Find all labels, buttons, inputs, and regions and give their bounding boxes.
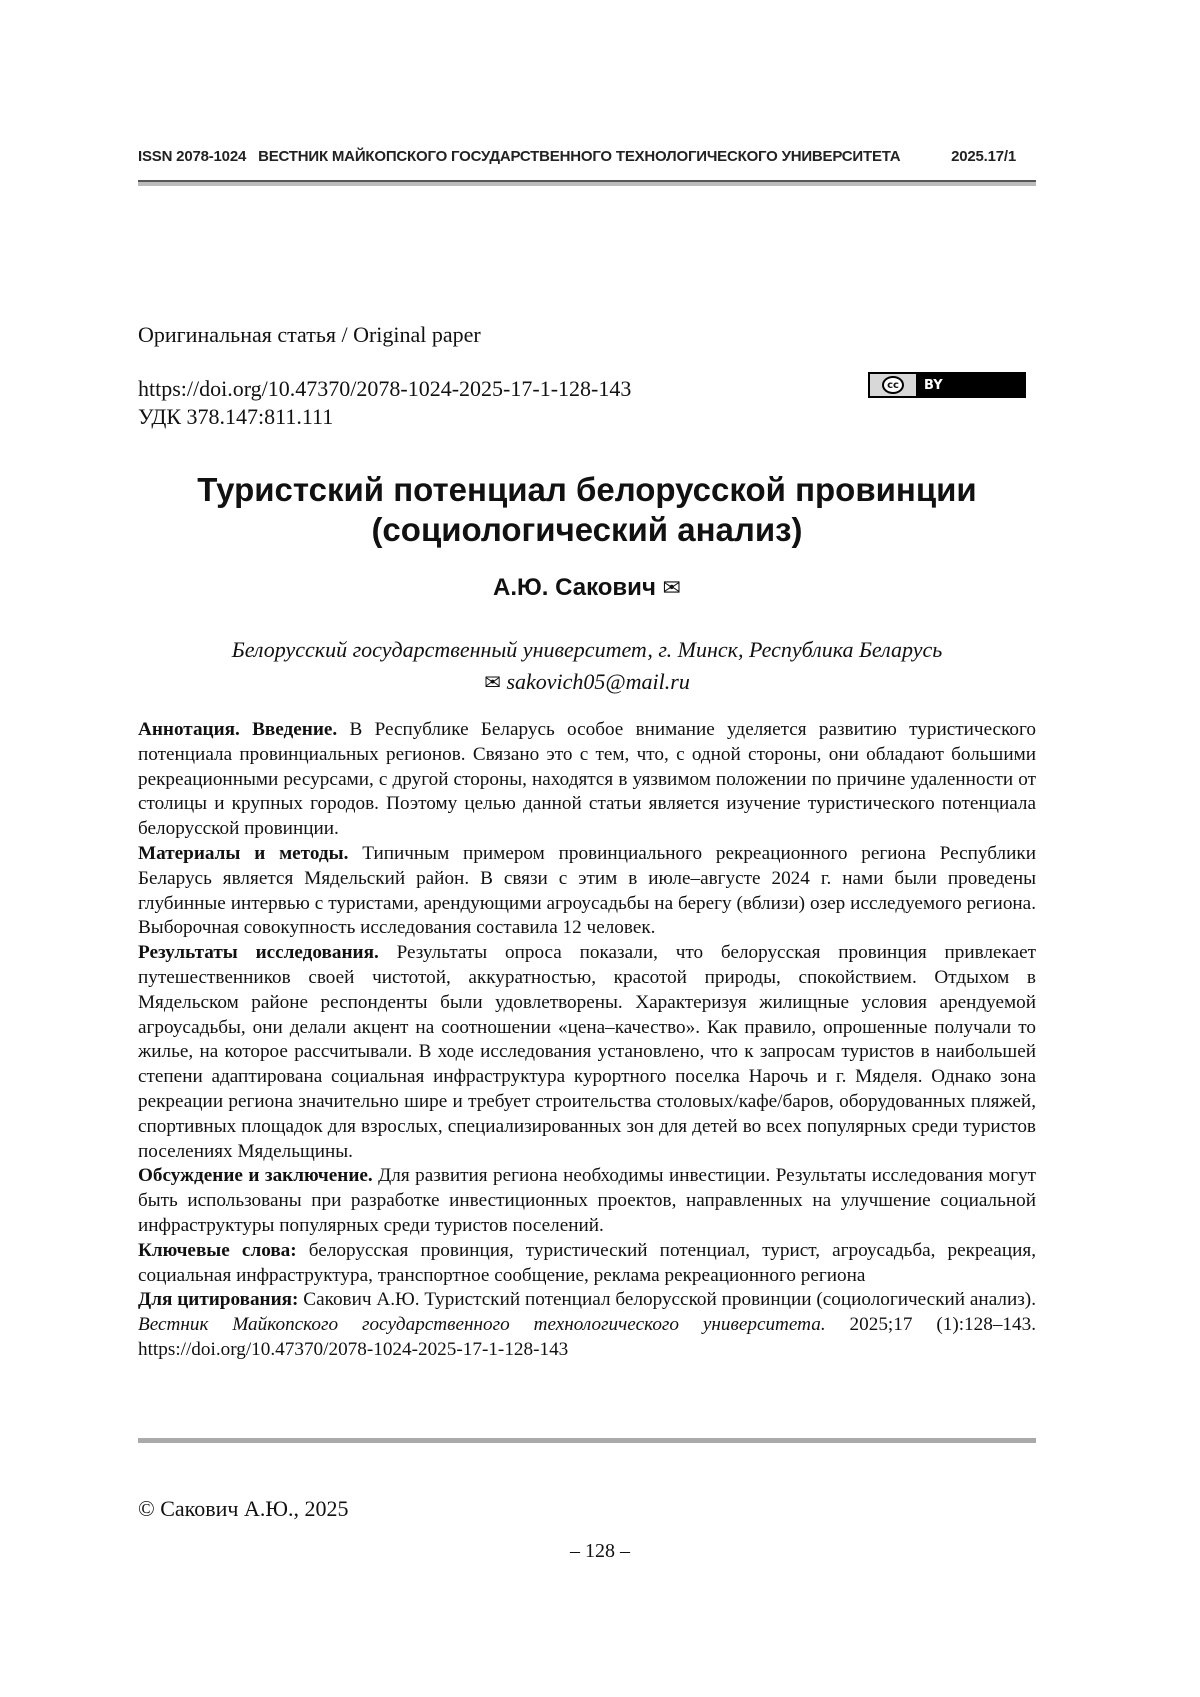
abstract-intro-text: В Республике Беларусь особое внимание уделяется развитию туристического потенциала провинциальных регионов. Связано это с тем, что, с одной стороны, они обладают большими рекреационными ресурсами, с другой стороны, находятся в уязвимом положении по причине удаленности от столицы и крупных городов. Поэтому целью данной статьи является изучение туристического потенциала белорусской провинции. [138, 719, 1037, 840]
abstract-intro [138, 718, 1036, 842]
citation-journal: Вестник Майкопского государственного технологического университета. [138, 1314, 826, 1336]
abstract-methods [138, 842, 1036, 941]
abstract-discussion [138, 1164, 1036, 1238]
header-rule [138, 180, 1036, 186]
affiliation [138, 634, 1036, 698]
author-email[interactable]: sakovich05@mail.ru [506, 669, 690, 694]
article-type: Оригинальная статья / Original paper [138, 322, 481, 347]
abstract-results-label: Результаты исследования. [138, 942, 379, 964]
citation-text: Сакович А.Ю. Туристский потенциал белорусской провинции (социологический анализ). [298, 1289, 1036, 1311]
page-number: – 128 – [570, 1540, 630, 1562]
title-line-1: Туристский потенциал белорусской провинции [197, 471, 977, 508]
doi-link[interactable]: https://doi.org/10.47370/2078-1024-2025-17-1-128-143 [138, 376, 632, 401]
abstract-results-text: Результаты опроса показали, что белорусская провинция привлекает путешественников своей чистотой, аккуратностью, красотой природы, спокойствием. Отдыхом в Мядельском районе респонденты были удовлетворены. Характеризуя жилищные условия арендуемой агроусадьбы, они делали акцент на соотношении «цена–качество». Как правило, опрошенные получали то жилье, на которое рассчитывали. В ходе исследования установлено, что к запросам туристов в наибольшей степени адаптирована социальная инфраструктура курортного поселка Нарочь и г. Мяделя. Однако зона рекреации региона значительно шире и требует строительства столовых/кафе/баров, оборудованных пляжей, спортивных площадок для взрослых, специализированных зон для детей во всех популярных среди туристов поселениях Мядельщины. [138, 942, 1036, 1162]
keywords-text: белорусская провинция, туристический потенциал, турист, агроусадьба, рекреация, социальная инфраструктура, транспортное сообщение, реклама рекреационного региона [138, 1239, 1036, 1286]
envelope-icon: ✉ [484, 670, 501, 694]
article-title [138, 470, 1036, 550]
abstract-discussion-text: Для развития региона необходимы инвестиции. Результаты исследования могут быть использованы при разработке инвестиционных проектов, направленных на улучшение социальной инфраструктуры популярных среди туристов поселений. [138, 1165, 1036, 1236]
abstract-discussion-label: Обсуждение и заключение. [138, 1165, 373, 1187]
author-line [138, 574, 1036, 602]
copyright-notice: © Сакович А.Ю., 2025 [138, 1496, 349, 1521]
header-volume: 2025.17/1 [951, 148, 1016, 165]
license-label: BY [916, 374, 1024, 396]
abstract-results [138, 941, 1036, 1164]
envelope-icon: ✉ [662, 576, 681, 601]
running-header [138, 148, 1036, 165]
citation-tail: 2025;17 (1):128–143. https://doi.org/10.47370/2078-1024-2025-17-1-128-143 [138, 1314, 1036, 1360]
cc-icon: cc [882, 376, 904, 394]
author-name: А.Ю. Сакович [493, 574, 656, 601]
cc-by-license-badge[interactable] [868, 372, 1026, 398]
affiliation-org: Белорусский государственный университет, г. Минск, Республика Беларусь [231, 637, 943, 662]
abstract-methods-label: Материалы и методы. [138, 842, 349, 864]
cc-logo [870, 374, 916, 396]
abstract-rule [138, 1438, 1036, 1443]
keywords-label: Ключевые слова: [138, 1239, 297, 1261]
udc-code: УДК 378.147:811.111 [138, 404, 334, 429]
affiliation-email-line [138, 666, 1036, 698]
citation [138, 1288, 1036, 1362]
keywords [138, 1239, 1036, 1289]
abstract-intro-label: Аннотация. Введение. [138, 719, 338, 740]
citation-label: Для цитирования: [138, 1289, 299, 1311]
abstract [138, 718, 1036, 1363]
header-issn: ISSN 2078-1024 [138, 148, 247, 165]
title-line-2: (социологический анализ) [371, 511, 803, 548]
abstract-methods-text: Типичным примером провинциального рекреационного региона Республики Беларусь является Мядельский район. В связи с этим в июле–августе 2024 г. нами были проведены глубинные интервью с туристами, арендующими агроусадьбы на берегу (вблизи) озер исследуемого региона. Выборочная совокупность исследования составила 12 человек. [138, 842, 1036, 939]
header-journal: ВЕСТНИК МАЙКОПСКОГО ГОСУДАРСТВЕННОГО ТЕХНОЛОГИЧЕСКОГО УНИВЕРСИТЕТА [258, 148, 901, 165]
